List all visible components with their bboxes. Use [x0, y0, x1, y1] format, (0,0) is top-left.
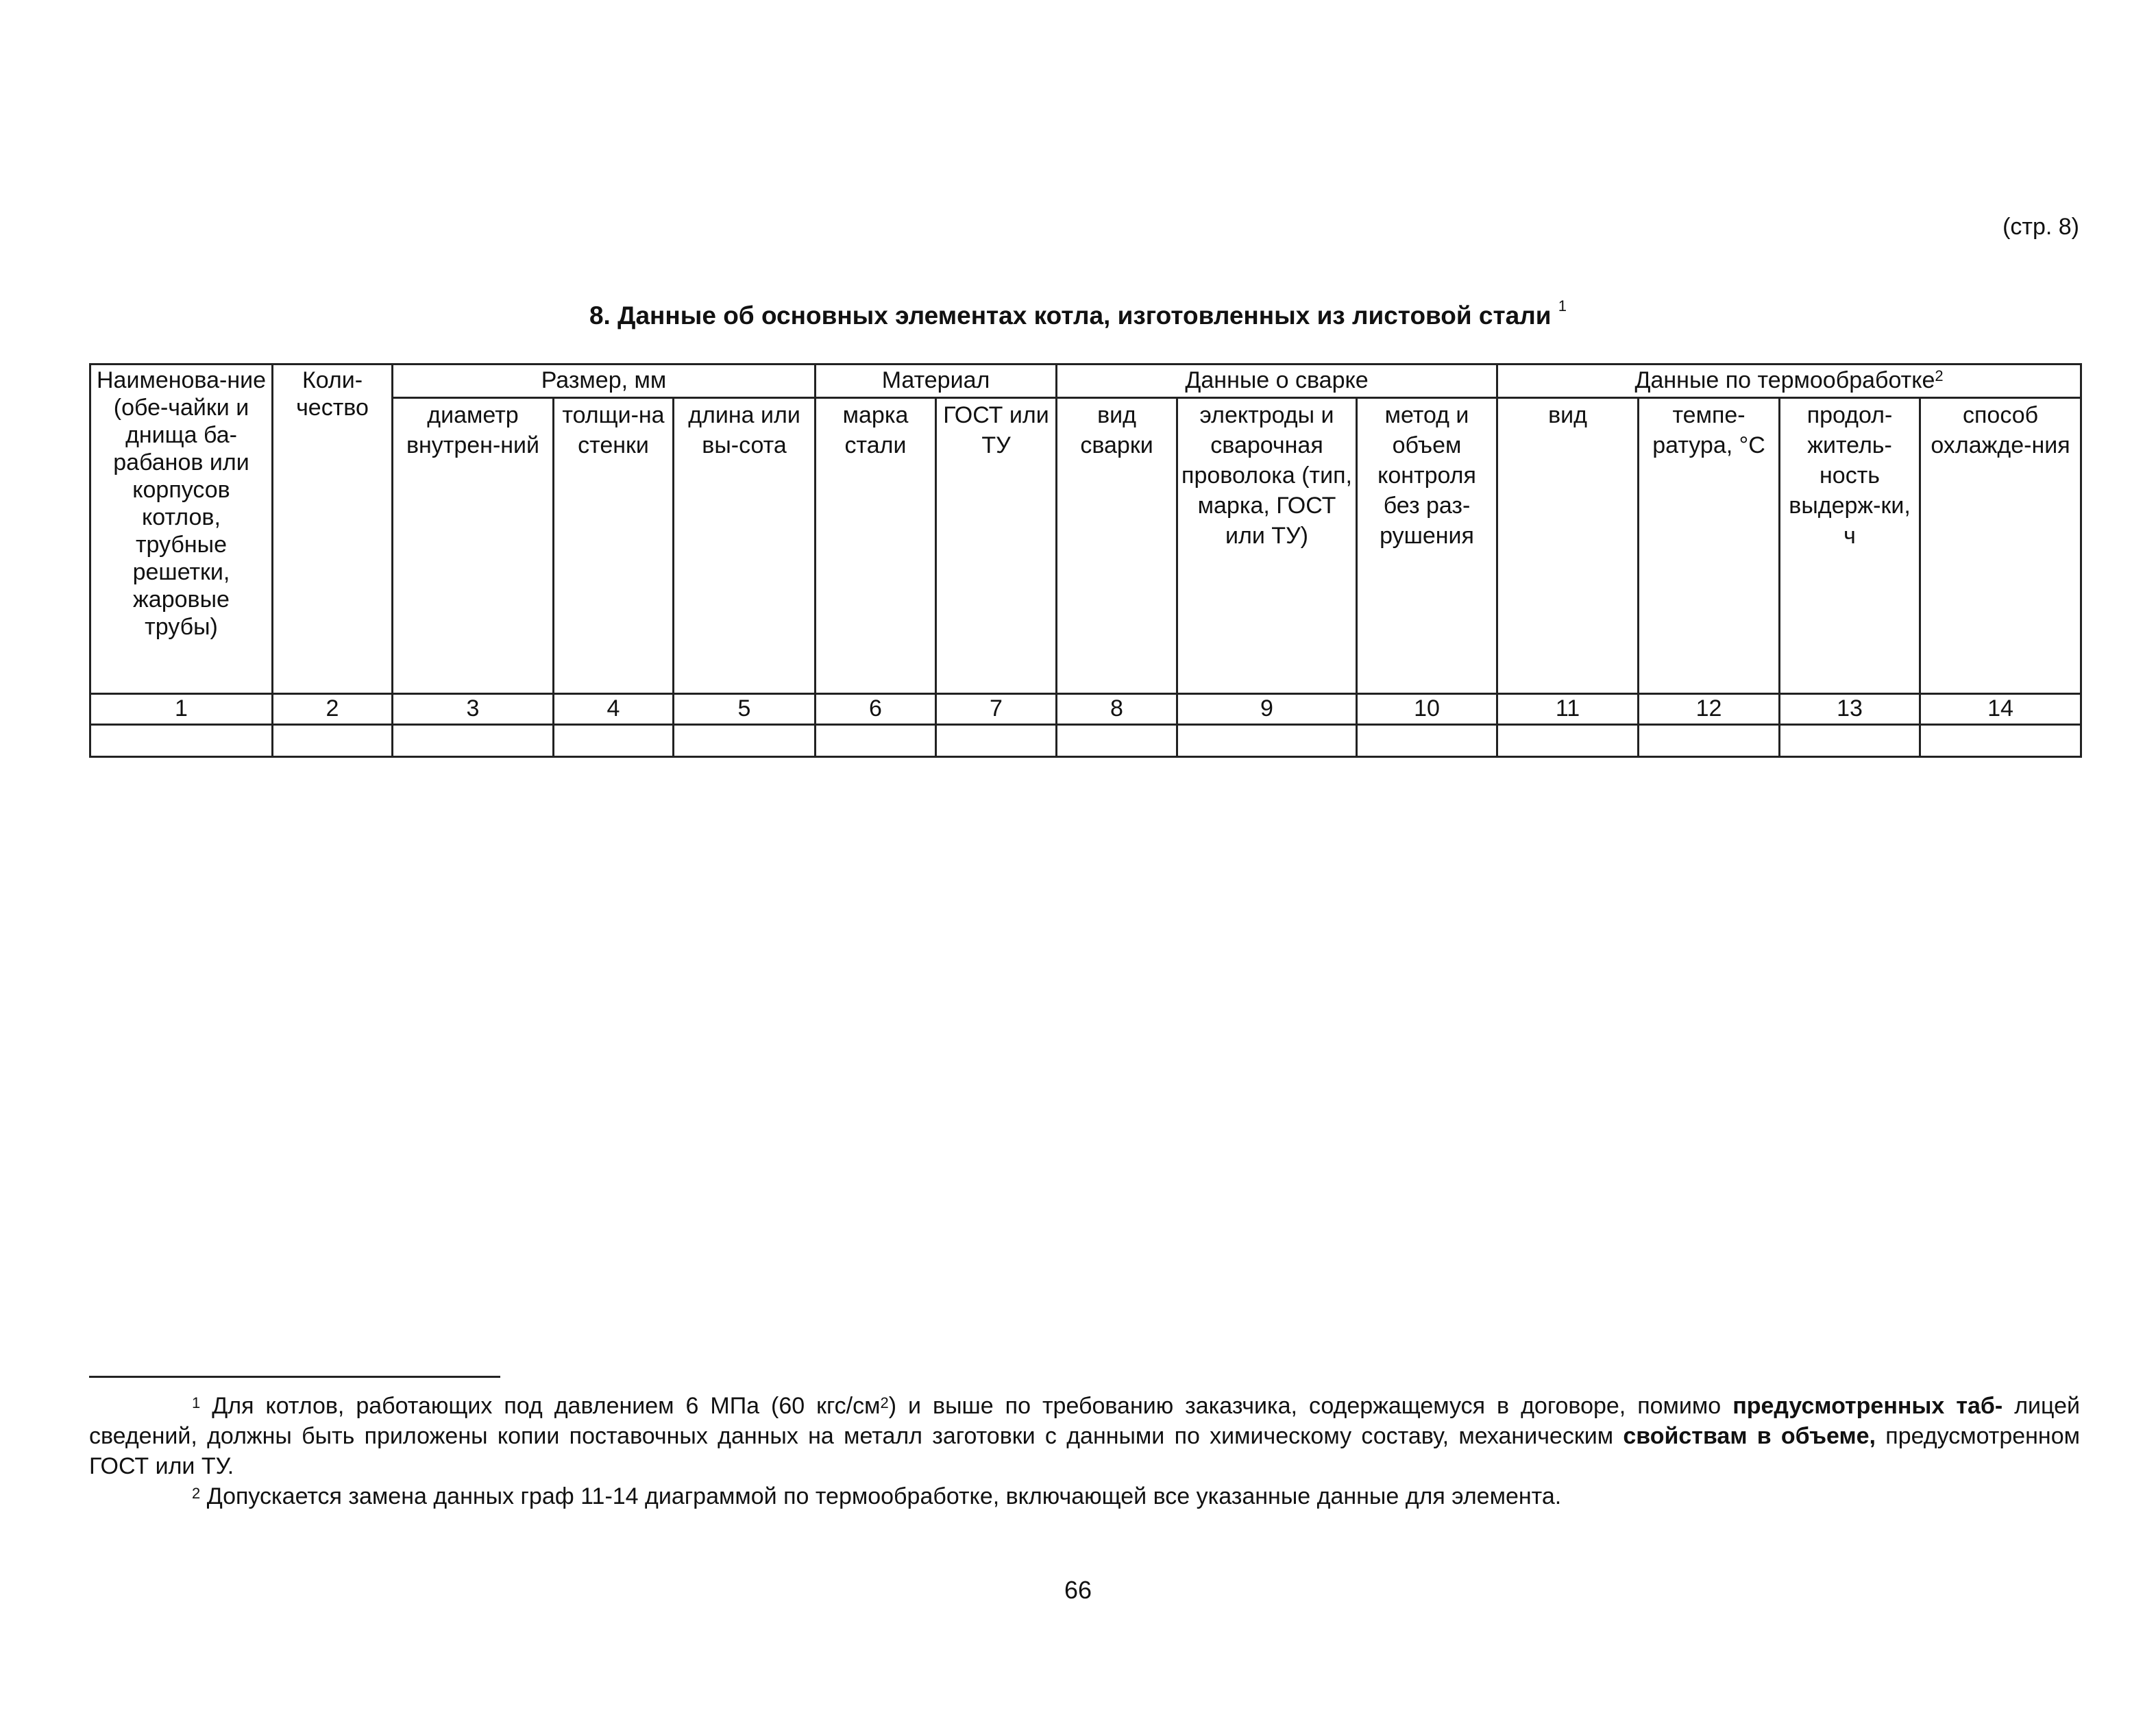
- column-number: 10: [1357, 694, 1497, 725]
- empty-cell[interactable]: [90, 725, 273, 757]
- header-gost-material: ГОСТ или ТУ: [936, 398, 1057, 694]
- header-length-height: длина или вы-сота: [674, 398, 816, 694]
- header-group-welding: Данные о сварке: [1057, 364, 1497, 398]
- header-duration: продол-житель-ность выдерж-ки, ч: [1780, 398, 1920, 694]
- empty-cell[interactable]: [554, 725, 674, 757]
- header-steel-grade: марка стали: [816, 398, 936, 694]
- empty-cell[interactable]: [1920, 725, 2081, 757]
- footnote-1-text-a: Для котлов, работающих под давлением 6 МПа (60 кгс/см: [212, 1393, 881, 1419]
- header-name: Наименова-ние (обе-чайки и днища ба-рабанов или корпусов котлов, трубные решетки, жаровые трубы): [90, 364, 273, 694]
- header-group-material: Материал: [816, 364, 1057, 398]
- footnote-1: [89, 1391, 2080, 1481]
- header-wall-thickness: толщи-на стенки: [554, 398, 674, 694]
- column-number: 9: [1177, 694, 1357, 725]
- empty-cell[interactable]: [1497, 725, 1639, 757]
- empty-cell[interactable]: [1780, 725, 1920, 757]
- column-number: 3: [393, 694, 554, 725]
- column-number: 2: [273, 694, 393, 725]
- empty-cell[interactable]: [393, 725, 554, 757]
- footnote-separator: [89, 1376, 500, 1378]
- empty-cell[interactable]: [1177, 725, 1357, 757]
- page-label: (стр. 8): [2002, 214, 2079, 240]
- empty-cell[interactable]: [1057, 725, 1177, 757]
- footnote-1-text-c: лицей сведений, должны быть приложены копии поставочных данных на металл заготовки с данными по химическому составу, механическим: [89, 1393, 2081, 1449]
- header-group-heat-text: Данные по термообработке: [1634, 367, 1935, 393]
- footnote-1-bold-1: предусмотренных таб-: [1732, 1393, 2003, 1419]
- header-ndt-method: метод и объем контроля без раз-рушения: [1357, 398, 1497, 694]
- header-cooling: способ охлажде-ния: [1920, 398, 2081, 694]
- footnote-1-text-b: ) и выше по требованию заказчика, содержащемуся в договоре, помимо: [888, 1393, 1722, 1419]
- column-number: 6: [816, 694, 936, 725]
- footnote-2: [89, 1481, 2080, 1511]
- header-quantity: Коли-чество: [273, 364, 393, 694]
- column-number: 11: [1497, 694, 1639, 725]
- boiler-elements-table: [89, 363, 2082, 758]
- empty-data-row: [90, 725, 2081, 757]
- column-number: 4: [554, 694, 674, 725]
- section-title-text: 8. Данные об основных элементах котла, изготовленных из листовой стали: [589, 301, 1552, 330]
- section-title: [0, 297, 2156, 330]
- column-number: 12: [1639, 694, 1780, 725]
- header-group-heat-treatment: [1497, 364, 2081, 398]
- empty-cell[interactable]: [273, 725, 393, 757]
- footnotes: [89, 1391, 2080, 1511]
- empty-cell[interactable]: [674, 725, 816, 757]
- empty-cell[interactable]: [936, 725, 1057, 757]
- page-number: 66: [1064, 1576, 1092, 1604]
- footnote-2-marker: 2: [192, 1485, 201, 1502]
- title-footnote-marker: 1: [1558, 297, 1567, 314]
- footnote-1-unit-sup: 2: [880, 1394, 889, 1411]
- header-inner-diameter: диаметр внутрен-ний: [393, 398, 554, 694]
- header-temperature: темпе-ратура, °C: [1639, 398, 1780, 694]
- heat-footnote-marker: 2: [1935, 367, 1944, 384]
- footnote-1-text-d: предусмотренном ГОСТ или ТУ.: [89, 1423, 2080, 1479]
- column-number-row: [90, 694, 2081, 725]
- header-welding-type: вид сварки: [1057, 398, 1177, 694]
- column-number: 5: [674, 694, 816, 725]
- footnote-2-text: Допускается замена данных граф 11-14 диаграммой по термообработке, включающей все указанные данные для элемента.: [206, 1483, 1562, 1509]
- header-group-size: Размер, мм: [393, 364, 816, 398]
- empty-cell[interactable]: [816, 725, 936, 757]
- empty-cell[interactable]: [1639, 725, 1780, 757]
- footnote-1-marker: 1: [192, 1394, 201, 1411]
- empty-cell[interactable]: [1357, 725, 1497, 757]
- footnote-1-bold-2: свойствам в объеме,: [1623, 1423, 1876, 1449]
- column-number: 8: [1057, 694, 1177, 725]
- column-number: 1: [90, 694, 273, 725]
- column-number: 7: [936, 694, 1057, 725]
- column-number: 14: [1920, 694, 2081, 725]
- column-number: 13: [1780, 694, 1920, 725]
- header-electrodes: электроды и сварочная проволока (тип, марка, ГОСТ или ТУ): [1177, 398, 1357, 694]
- header-heat-type: вид: [1497, 398, 1639, 694]
